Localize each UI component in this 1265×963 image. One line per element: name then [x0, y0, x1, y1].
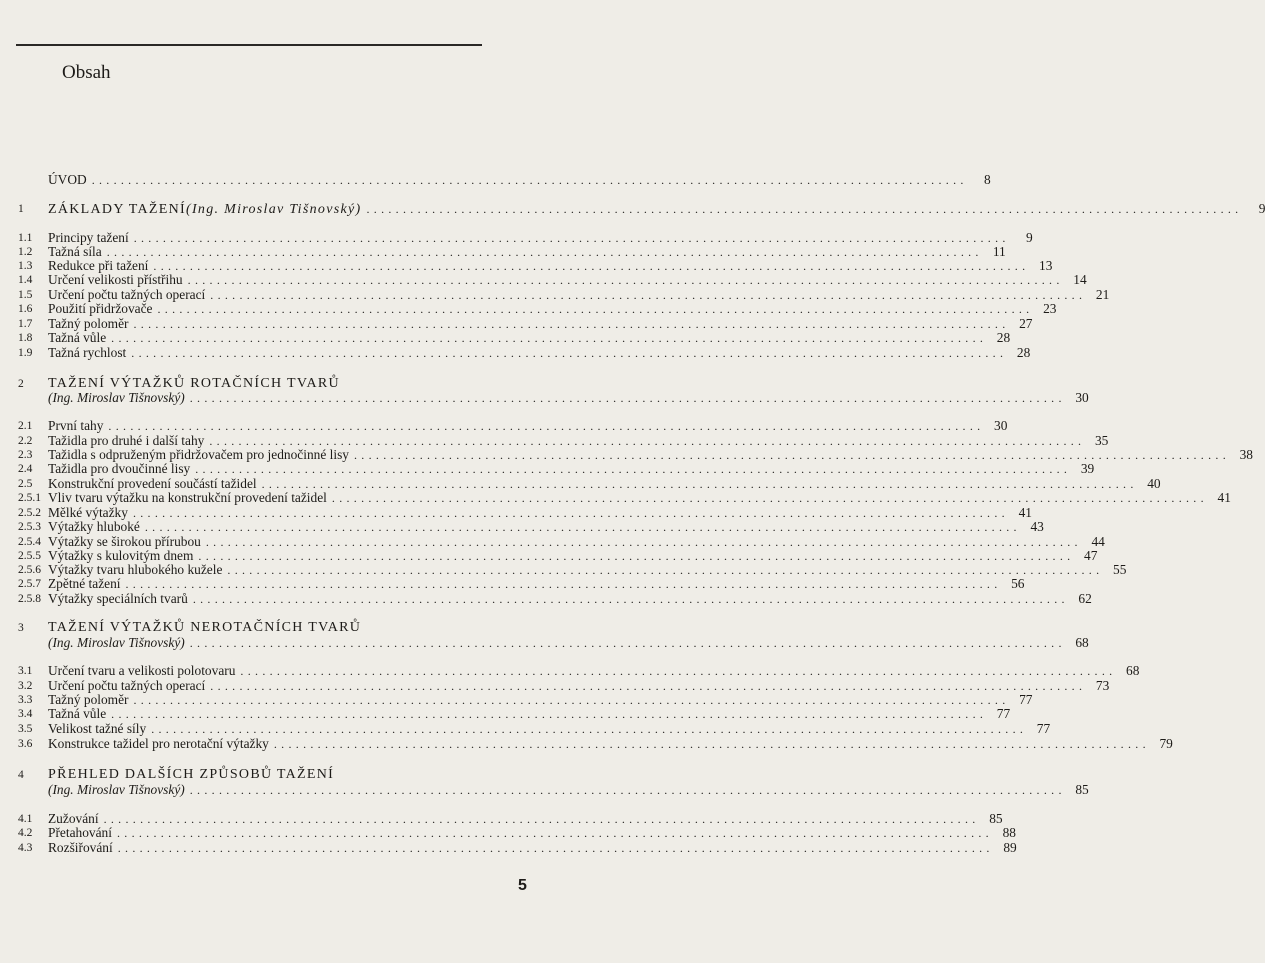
dot-leader: ........................................................................................................................	[106, 245, 983, 259]
section-number: 2.5	[18, 478, 33, 490]
section-page-number: 23	[1043, 301, 1057, 316]
dot-leader: ........................................................................................................................	[210, 288, 1087, 302]
toc-entry-row	[0, 390, 1089, 406]
section-page-number: 44	[1091, 534, 1105, 549]
section-number: 2.5.3	[18, 521, 41, 533]
toc-entry-row	[0, 330, 1011, 346]
toc-line	[48, 840, 1017, 856]
section-title: Určení velikosti přístřihu	[48, 272, 183, 287]
section-title: Tažný poloměr	[48, 316, 129, 331]
toc-entry-row	[0, 172, 991, 188]
section-number: 1	[18, 203, 24, 215]
section-number: 2.4	[18, 463, 33, 475]
toc-line	[48, 635, 1089, 651]
section-author: (Ing. Miroslav Tišnovský)	[48, 782, 185, 797]
section-page-number: 41	[1217, 490, 1231, 505]
section-page-number: 73	[1095, 678, 1110, 693]
dot-leader: ........................................................................................................................	[195, 462, 1072, 476]
dot-leader: ........................................................................................................................	[153, 259, 1030, 273]
dot-leader: ........................................................................................................................	[131, 346, 1008, 360]
toc-entry-row	[0, 519, 1044, 535]
section-page-number: 77	[1019, 692, 1033, 707]
section-number: 2.2	[18, 435, 33, 447]
section-number: 2.3	[18, 449, 33, 461]
section-number: 3.2	[18, 680, 33, 692]
section-title: Tažná vůle	[48, 706, 107, 721]
toc-heading: Obsah	[62, 62, 111, 83]
section-page-number: 27	[1019, 316, 1033, 331]
toc-entry-row	[0, 635, 1089, 651]
section-page-number: 11	[992, 244, 1006, 259]
section-title: TAŽENÍ VÝTAŽKŮ NEROTAČNÍCH TVARŮ	[48, 620, 362, 635]
toc-entry-row	[0, 825, 1016, 841]
toc-line	[48, 519, 1044, 535]
dot-leader: ........................................................................................................................	[198, 549, 1075, 563]
dot-leader: ........................................................................................................................	[227, 563, 1104, 577]
section-title: ÚVOD	[48, 172, 87, 187]
section-page-number: 43	[1030, 519, 1044, 534]
dot-leader: ........................................................................................................................	[273, 737, 1150, 751]
section-number: 2	[18, 378, 24, 390]
page-number: 5	[518, 877, 527, 894]
toc-entry-row	[0, 736, 1173, 752]
section-page-number: 28	[996, 330, 1011, 345]
dot-leader: ........................................................................................................................	[133, 231, 1010, 245]
section-title: Velikost tažné síly	[48, 721, 147, 736]
section-title: Výtažky s kulovitým dnem	[48, 548, 194, 563]
toc-entry-row	[0, 591, 1092, 607]
toc-line	[48, 767, 540, 783]
section-title: Výtažky se širokou přírubou	[48, 534, 201, 549]
toc-entry-row	[0, 721, 1051, 737]
section-page-number: 9	[1258, 201, 1265, 216]
toc-line	[48, 576, 1025, 592]
toc-line	[48, 301, 1057, 317]
dot-leader: ........................................................................................................................	[189, 636, 1066, 650]
section-page-number: 21	[1095, 287, 1110, 302]
toc-entry-row	[0, 706, 1011, 722]
section-title: Tažidla s odpruženým přidržovačem pro jednočinné lisy	[48, 447, 349, 462]
dot-leader: ........................................................................................................................	[209, 434, 1086, 448]
toc-line	[48, 663, 1140, 679]
section-title: Redukce při tažení	[48, 258, 149, 273]
section-page-number: 40	[1147, 476, 1161, 491]
toc-line	[48, 461, 1095, 477]
section-number: 2.5.2	[18, 507, 41, 519]
toc-entry-row	[0, 663, 1140, 679]
dot-leader: ........................................................................................................................	[144, 520, 1021, 534]
section-page-number: 62	[1078, 591, 1092, 606]
dot-leader: ........................................................................................................................	[205, 535, 1082, 549]
section-number: 4.2	[18, 827, 33, 839]
section-title: Výtažky tvaru hlubokého kužele	[48, 562, 223, 577]
section-page-number: 30	[994, 418, 1008, 433]
toc-line	[48, 390, 1089, 406]
section-title: Tažná síla	[48, 244, 102, 259]
dot-leader: ........................................................................................................................	[151, 722, 1028, 736]
section-title: Rozšiřování	[48, 840, 113, 855]
section-title: Tažná rychlost	[48, 345, 127, 360]
section-title: Výtažky hluboké	[48, 519, 140, 534]
section-title: Vliv tvaru výtažku na konstrukční provedení tažidel	[48, 490, 327, 505]
section-number: 3.1	[18, 665, 33, 677]
toc-entry-row	[0, 840, 1017, 856]
section-page-number: 89	[1003, 840, 1017, 855]
toc-line	[48, 591, 1092, 607]
section-title: Mělké výtažky	[48, 505, 128, 520]
toc-entry-row	[0, 418, 1008, 434]
section-number: 3.5	[18, 723, 33, 735]
section-number: 1.5	[18, 289, 33, 301]
section-title: Použití přidržovače	[48, 301, 153, 316]
dot-leader: ........................................................................................................................	[331, 491, 1208, 505]
dot-leader: ........................................................................................................................	[111, 331, 988, 345]
section-number: 3.6	[18, 738, 33, 750]
section-title: Výtažky speciálních tvarů	[48, 591, 188, 606]
section-page-number: 88	[1002, 825, 1016, 840]
section-title: Principy tažení	[48, 230, 129, 245]
section-page-number: 28	[1016, 345, 1031, 360]
section-page-number: 79	[1159, 736, 1173, 751]
section-title: Určení počtu tažných operací	[48, 287, 206, 302]
toc-line	[48, 418, 1008, 434]
section-title: Konstrukční provedení součástí tažidel	[48, 476, 257, 491]
section-page-number: 68	[1126, 663, 1140, 678]
section-number: 1.1	[18, 232, 33, 244]
toc-line	[48, 736, 1173, 752]
dot-leader: ........................................................................................................................	[125, 577, 1002, 591]
toc-line	[48, 272, 1087, 288]
toc-entry-row	[0, 461, 1095, 477]
toc-line	[48, 490, 1231, 506]
toc-line	[48, 706, 1011, 722]
dot-leader: ........................................................................................................................	[366, 202, 1243, 216]
dot-leader: ........................................................................................................................	[354, 448, 1230, 462]
section-number: 1.7	[18, 318, 33, 330]
section-number: 2.5.8	[18, 593, 41, 605]
toc-line	[48, 721, 1051, 737]
section-number: 1.4	[18, 274, 33, 286]
section-title: Zpětné tažení	[48, 576, 121, 591]
section-page-number: 77	[996, 706, 1011, 721]
section-number: 2.5.5	[18, 550, 41, 562]
section-page-number: 77	[1036, 721, 1051, 736]
section-title: Tažidla pro druhé i další tahy	[48, 433, 205, 448]
section-number: 3.4	[18, 708, 33, 720]
section-number: 1.6	[18, 303, 33, 315]
dot-leader: ........................................................................................................................	[189, 783, 1066, 797]
dot-leader: ........................................................................................................................	[91, 173, 968, 187]
dot-leader: ........................................................................................................................	[210, 679, 1087, 693]
section-page-number: 85	[989, 811, 1003, 826]
section-number: 2.5.7	[18, 578, 41, 590]
section-author: (Ing. Miroslav Tišnovský)	[186, 202, 362, 217]
section-number: 1.2	[18, 246, 33, 258]
section-number: 4	[18, 769, 24, 781]
toc-entry-row	[0, 301, 1057, 317]
dot-leader: ........................................................................................................................	[132, 506, 1009, 520]
toc-entry-row	[0, 272, 1087, 288]
section-page-number: 55	[1113, 562, 1127, 577]
section-page-number: 14	[1073, 272, 1087, 287]
section-page-number: 38	[1239, 447, 1253, 462]
section-number: 4.1	[18, 813, 33, 825]
section-number: 3	[18, 622, 24, 634]
toc-entry-row	[0, 576, 1025, 592]
dot-leader: ........................................................................................................................	[133, 693, 1010, 707]
section-page-number: 9	[1026, 230, 1033, 245]
section-title: TAŽENÍ VÝTAŽKŮ ROTAČNÍCH TVARŮ	[48, 376, 340, 391]
toc-line	[48, 345, 1031, 361]
toc-chapter-row	[0, 620, 540, 636]
section-number: 1.3	[18, 260, 33, 272]
dot-leader: ........................................................................................................................	[240, 664, 1117, 678]
toc-entry-row	[0, 782, 1089, 798]
section-page-number: 85	[1075, 782, 1089, 797]
section-title: Přetahování	[48, 825, 112, 840]
section-page-number: 39	[1080, 461, 1095, 476]
section-title: Určení tvaru a velikosti polotovaru	[48, 663, 236, 678]
section-page-number: 35	[1094, 433, 1109, 448]
toc-entry-row	[0, 490, 1231, 506]
section-title: Tažná vůle	[48, 330, 107, 345]
section-author: (Ing. Miroslav Tišnovský)	[48, 635, 185, 650]
dot-leader: ........................................................................................................................	[192, 592, 1069, 606]
section-title: První tahy	[48, 418, 104, 433]
section-number: 2.5.4	[18, 536, 41, 548]
dot-leader: ........................................................................................................................	[261, 477, 1138, 491]
dot-leader: ........................................................................................................................	[108, 419, 985, 433]
section-title: Tažný poloměr	[48, 692, 129, 707]
section-title: Konstrukce tažidel pro nerotační výtažky	[48, 736, 269, 751]
toc-line	[48, 330, 1011, 346]
toc-line	[48, 201, 1265, 218]
section-number: 2.5.6	[18, 564, 41, 576]
section-author: (Ing. Miroslav Tišnovský)	[48, 390, 185, 405]
toc-line	[48, 172, 991, 188]
section-number: 1.9	[18, 347, 33, 359]
toc-chapter-row	[0, 767, 540, 783]
section-number: 1.8	[18, 332, 33, 344]
dot-leader: ........................................................................................................................	[116, 826, 993, 840]
section-number: 4.3	[18, 842, 33, 854]
section-title: Zužování	[48, 811, 99, 826]
section-page-number: 13	[1039, 258, 1053, 273]
dot-leader: ........................................................................................................................	[133, 317, 1010, 331]
section-title: PŘEHLED DALŠÍCH ZPŮSOBŮ TAŽENÍ	[48, 767, 335, 782]
section-page-number: 41	[1018, 505, 1032, 520]
section-page-number: 47	[1084, 548, 1098, 563]
toc-line	[48, 782, 1089, 798]
section-title: ZÁKLADY TAŽENÍ	[48, 202, 186, 217]
section-title: Určení počtu tažných operací	[48, 678, 206, 693]
section-number: 2.1	[18, 420, 33, 432]
dot-leader: ........................................................................................................................	[111, 707, 988, 721]
toc-line	[48, 825, 1016, 841]
toc-chapter-row	[0, 201, 1265, 217]
section-page-number: 68	[1075, 635, 1089, 650]
section-number: 3.3	[18, 694, 33, 706]
dot-leader: ........................................................................................................................	[189, 391, 1066, 405]
section-page-number: 8	[983, 172, 991, 187]
dot-leader: ........................................................................................................................	[103, 812, 980, 826]
section-number: 2.5.1	[18, 492, 41, 504]
toc-line	[48, 620, 540, 636]
toc-entry-row	[0, 345, 1031, 361]
section-page-number: 56	[1011, 576, 1025, 591]
dot-leader: ........................................................................................................................	[117, 841, 994, 855]
dot-leader: ........................................................................................................................	[187, 273, 1064, 287]
section-page-number: 30	[1075, 390, 1089, 405]
section-title: Tažidla pro dvoučinné lisy	[48, 461, 191, 476]
dot-leader: ........................................................................................................................	[157, 302, 1034, 316]
